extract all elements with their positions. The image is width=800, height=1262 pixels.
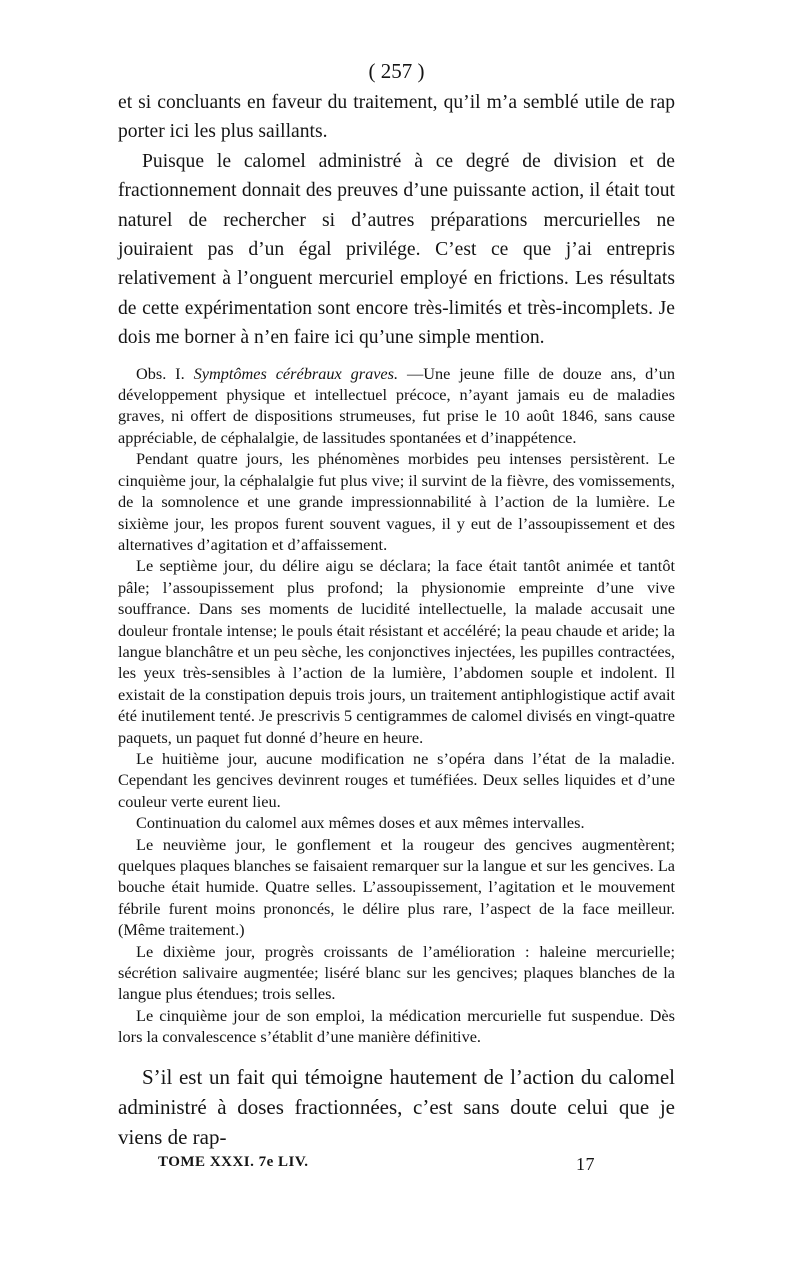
observation-paragraph: Pendant quatre jours, les phénomènes morbides peu intenses persistèrent. Le cinquième jour, la céphalalgie fut plus vive; il survint de la fièvre, des vomissements, de la somnolence et une grande impressionnabilité à l’action de la lumière. Le sixième jour, les propos furent souvent vagues, il y eut de l’assoupissement et des alternatives d’agitation et d’affaissement. — [118, 449, 675, 554]
observation-paragraph: Le huitième jour, aucune modification ne s’opéra dans l’état de la maladie. Cependant les gencives devinrent rouges et tuméfiées. Deux selles liquides et d’une couleur verte eurent lieu. — [118, 748, 675, 811]
volume-label: TOME XXXI. 7e LIV. — [158, 1153, 309, 1170]
observation-paragraph: Le neuvième jour, le gonflement et la rougeur des gencives augmentèrent; quelques plaques blanches se faisaient remarquer sur la langue et sur les gencives. La bouche était humide. Quatre selles. L’assoupissement, l’agitation et le mouvement fébrile furent moins prononcés, le délire plus rare, l’aspect de la face meilleur. (Même traitement.) — [118, 834, 675, 940]
page — [118, 58, 675, 1175]
observation-block — [118, 363, 675, 1048]
closing-paragraph: S’il est un fait qui témoigne hautement de l’action du calomel administré à doses fractionnées, c’est sans doute celui que je viens de rap- — [118, 1064, 675, 1149]
observation-paragraph: Le cinquième jour de son emploi, la médication mercurielle fut suspendue. Dès lors la convalescence s’établit d’une manière définitive. — [118, 1005, 675, 1047]
intro-paragraph: Puisque le calomel administré à ce degré de division et de fractionnement donnait des preuves d’une puissante action, il était tout naturel de rechercher si d’autres préparations mercurielles ne jouiraient pas d’un égal privilége. C’est ce que j’ai entrepris relativement à l’onguent mercuriel employé en frictions. Les résultats de cette expérimentation sont encore très-limités et très-incomplets. Je dois me borner à n’en faire ici qu’une simple mention. — [118, 150, 675, 349]
observation-title: Symptômes cérébraux graves. — [193, 363, 399, 383]
intro-paragraph-continued: et si concluants en faveur du traitement, qu’il m’a semblé utile de rap porter ici les plus saillants. — [118, 92, 675, 143]
signature-mark: 17 — [576, 1153, 595, 1174]
observation-paragraph: Le septième jour, du délire aigu se déclara; la face était tantôt animée et tantôt pâle; l’assoupissement plus profond; la physionomie empreinte d’une vive souffrance. Dans ses moments de lucidité intellectuelle, la malade accusait une douleur frontale intense; le pouls était résistant et accéléré; la peau chaude et aride; la langue blanchâtre et un peu sèche, les conjonctives injectées, les pupilles contractées, les yeux très-sensibles à l’action de la lumière, l’abdomen souple et indolent. Il existait de la constipation depuis trois jours, un traitement antiphlogistique actif avait été inutilement tenté. Je prescrivis 5 centigrammes de calomel divisés en vingt-quatre paquets, un paquet fut donné d’heure en heure. — [118, 556, 675, 747]
page-footer — [118, 1154, 675, 1175]
observation-paragraph: Continuation du calomel aux mêmes doses et aux mêmes intervalles. — [136, 813, 585, 833]
page-number: ( 257 ) — [368, 59, 425, 83]
observation-paragraph: Le dixième jour, progrès croissants de l’amélioration : haleine mercurielle; sécrétion salivaire augmentée; liséré blanc sur les gencives; plaques blanches de la langue plus étendues; trois selles. — [118, 941, 675, 1004]
observation-intro — [118, 363, 675, 449]
observation-label: Obs. I. — [136, 363, 185, 383]
observation-first-text: —Une jeune fille de douze ans, d’un développement physique et intellectuel précoce, n’ayant jamais eu de maladies graves, ni offert de dispositions strumeuses, fut prise le 10 août 1846, sans cause appréciable, de céphalalgie, de lassitudes spontanées et d’inappétence. — [118, 363, 675, 447]
